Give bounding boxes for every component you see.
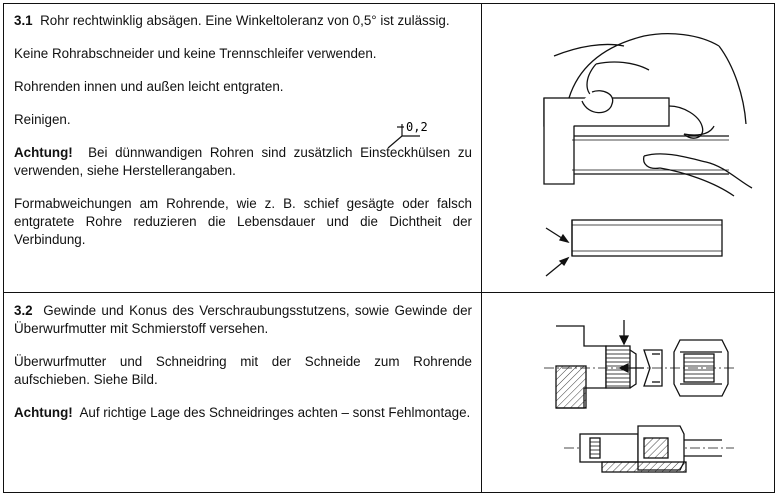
section-3-1-para-1 <box>14 12 472 30</box>
section-3-1-para-4: Reinigen. <box>14 112 71 127</box>
section-3-2-para-2: Überwurfmutter und Schneidring mit der Schneide zum Rohrende aufschieben. Siehe Bild. <box>14 354 472 387</box>
flatness-tolerance-symbol <box>384 116 444 152</box>
column-divider <box>481 4 482 492</box>
warning-label-2: Achtung! <box>14 405 73 420</box>
warning-text-2: Auf richtige Lage des Schneidringes achten – sonst Fehlmontage. <box>79 405 471 420</box>
section-3-2-text <box>14 302 472 422</box>
row-divider <box>4 292 774 293</box>
instruction-table <box>3 3 775 493</box>
section-3-1-sentence-1: Rohr rechtwinklig absägen. Eine Winkeltoleranz von 0,5° ist zulässig. <box>40 13 450 28</box>
section-3-1-para-3: Rohrenden innen und außen leicht entgraten. <box>14 79 284 94</box>
warning-text: Bei dünnwandigen Rohren sind zusätzlich Einsteckhülsen zu verwenden, siehe Herstellerangaben. <box>14 145 472 178</box>
section-3-2-sentence-1: Gewinde und Konus des Verschraubungsstutzens, sowie Gewinde der Überwurfmutter mit Schmierstoff versehen. <box>14 303 472 336</box>
section-3-1-para-2: Keine Rohrabschneider und keine Trennschleifer verwenden. <box>14 46 377 61</box>
section-3-1-number: 3.1 <box>14 13 33 28</box>
tolerance-value: 0,2 <box>406 120 428 134</box>
figure-fitting-assembly <box>484 296 774 490</box>
figure-sawing-square <box>484 6 774 290</box>
section-3-1-para-6: Formabweichungen am Rohrende, wie z. B. schief gesägte oder falsch entgratete Rohre reduzieren die Lebensdauer und die Dichtheit der Verbindung. <box>14 196 472 247</box>
section-3-2-para-1 <box>14 302 472 338</box>
section-3-2-warning <box>14 404 472 422</box>
warning-label: Achtung! <box>14 145 73 160</box>
section-3-2-number: 3.2 <box>14 303 33 318</box>
